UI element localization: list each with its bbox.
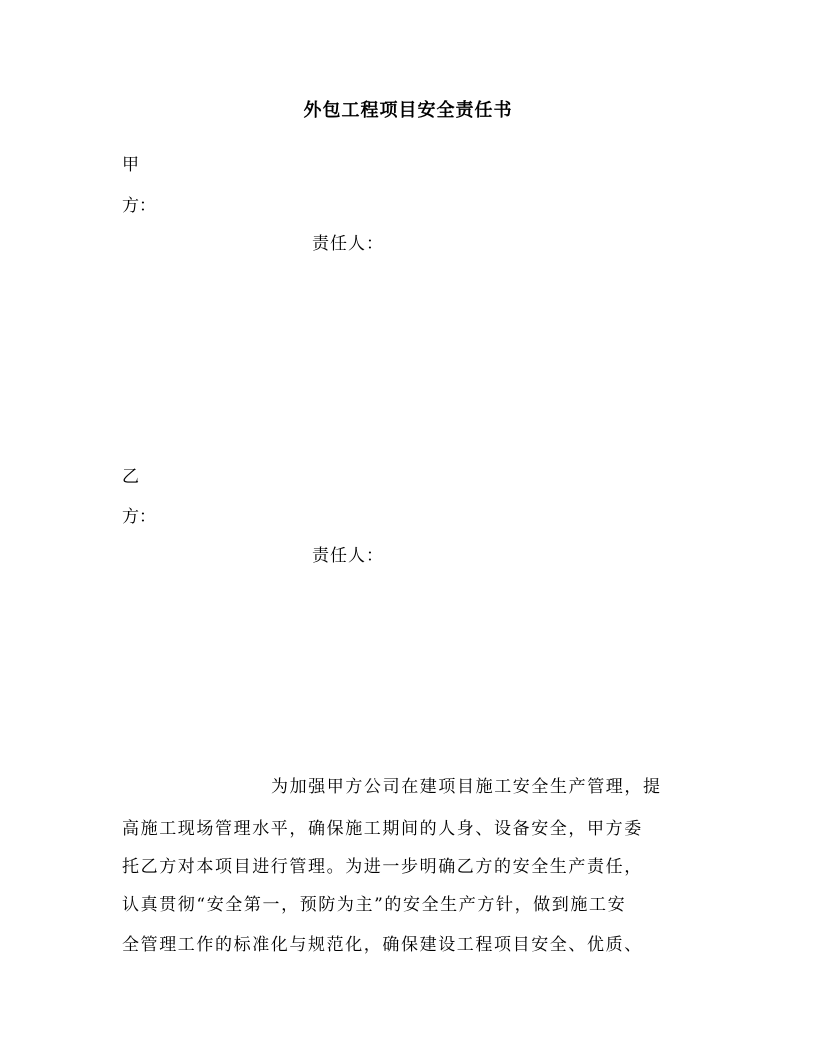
body-line: 高施工现场管理水平，确保施工期间的人身、设备安全，甲方委: [122, 819, 643, 839]
party-a-label-colon: 方：: [122, 196, 156, 216]
body-line: 为加强甲方公司在建项目施工安全生产管理，提: [271, 777, 662, 797]
party-b-label: 乙: [122, 467, 139, 487]
party-a-label: 甲: [122, 155, 139, 175]
body-line: 托乙方对本项目进行管理。为进一步明确乙方的安全生产责任，: [122, 857, 643, 877]
document-title: 外包工程项目安全责任书: [303, 100, 513, 121]
party-b-responsible-label: 责任人：: [312, 546, 384, 566]
body-line: 全管理工作的标准化与规范化，确保建设工程项目安全、优质、: [122, 935, 643, 955]
party-a-responsible-label: 责任人：: [312, 234, 384, 254]
party-b-label-colon: 方：: [122, 507, 156, 527]
body-line: 认真贯彻“安全第一，预防为主”的安全生产方针，做到施工安: [122, 895, 627, 915]
